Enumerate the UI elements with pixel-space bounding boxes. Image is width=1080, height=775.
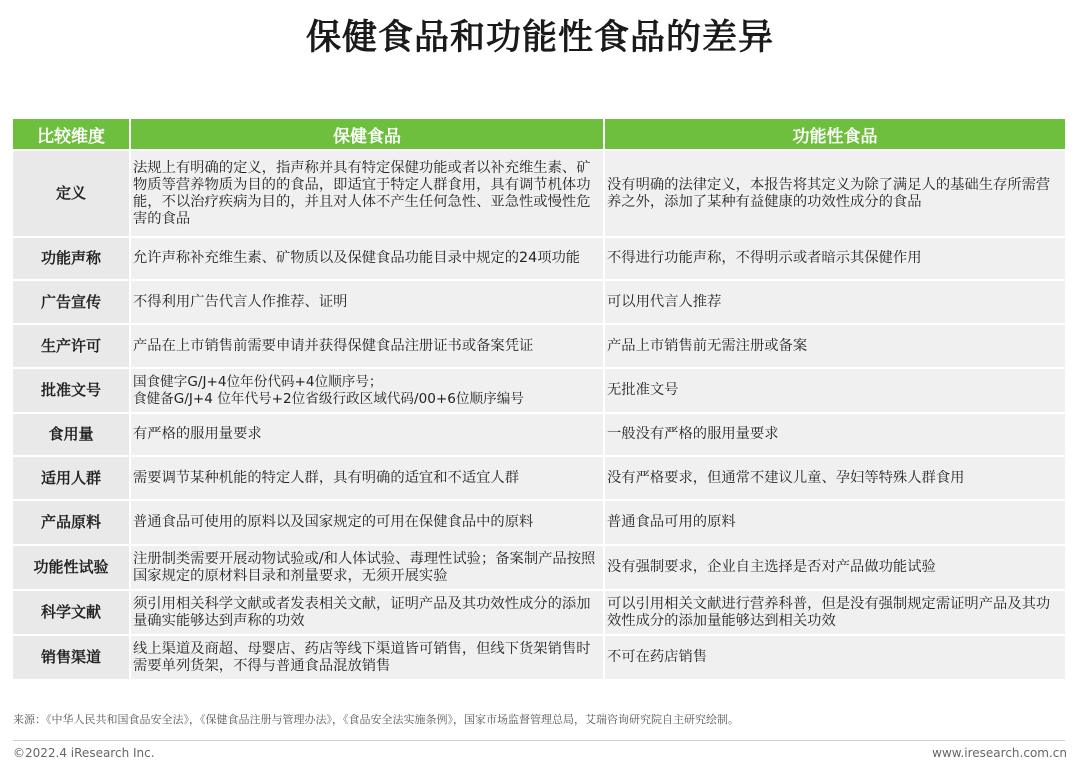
copyright: ©2022.4 iResearch Inc. [13, 746, 155, 760]
header-functional-food: 功能性食品 [605, 119, 1065, 149]
table-header-row [13, 119, 1065, 149]
health-food-cell: 需要调节某种机能的特定人群，具有明确的适宜和不适宜人群 [131, 457, 605, 499]
functional-food-cell: 没有强制要求，企业自主选择是否对产品做功能试验 [605, 546, 1065, 589]
health-food-cell: 须引用相关科学文献或者发表相关文献，证明产品及其功效性成分的添加量确实能够达到声称的功效 [131, 591, 605, 634]
health-food-cell: 产品在上市销售前需要申请并获得保健食品注册证书或备案凭证 [131, 325, 605, 367]
table-row [13, 457, 1065, 499]
functional-food-cell: 普通食品可用的原料 [605, 501, 1065, 544]
health-food-cell: 国食健字G/J+4位年份代码+4位顺序号； 食健备G/J+4 位年代号+2位省级行政区域代码/00+6位顺序编号 [131, 369, 605, 412]
table-row [13, 238, 1065, 279]
functional-food-cell: 没有严格要求，但通常不建议儿童、孕妇等特殊人群食用 [605, 457, 1065, 499]
website-link[interactable]: www.iresearch.com.cn [932, 746, 1067, 760]
row-dimension: 批准文号 [13, 369, 131, 412]
health-food-cell: 线上渠道及商超、母婴店、药店等线下渠道皆可销售，但线下货架销售时需要单列货架，不得与普通食品混放销售 [131, 636, 605, 679]
row-dimension: 生产许可 [13, 325, 131, 367]
health-food-cell: 注册制类需要开展动物试验或/和人体试验、毒理性试验；备案制产品按照国家规定的原材料目录和剂量要求，无须开展实验 [131, 546, 605, 589]
functional-food-cell: 无批准文号 [605, 369, 1065, 412]
page-title: 保健食品和功能性食品的差异 [305, 18, 774, 58]
source-note: 来源：《中华人民共和国食品安全法》，《保健食品注册与管理办法》，《食品安全法实施条例》，国家市场监督管理总局，艾瑞咨询研究院自主研究绘制。 [13, 713, 739, 726]
table-row [13, 501, 1065, 544]
row-dimension: 功能性试验 [13, 546, 131, 589]
health-food-cell: 有严格的服用量要求 [131, 414, 605, 455]
header-dimension: 比较维度 [13, 119, 131, 149]
comparison-table [13, 117, 1065, 681]
table-row [13, 369, 1065, 412]
functional-food-cell: 一般没有严格的服用量要求 [605, 414, 1065, 455]
table-row [13, 414, 1065, 455]
functional-food-cell: 可以用代言人推荐 [605, 281, 1065, 323]
row-dimension: 广告宣传 [13, 281, 131, 323]
table-row [13, 325, 1065, 367]
functional-food-cell: 产品上市销售前无需注册或备案 [605, 325, 1065, 367]
row-dimension: 定义 [13, 151, 131, 236]
table-row [13, 546, 1065, 589]
health-food-cell: 允许声称补充维生素、矿物质以及保健食品功能目录中规定的24项功能 [131, 238, 605, 279]
functional-food-cell: 不可在药店销售 [605, 636, 1065, 679]
row-dimension: 产品原料 [13, 501, 131, 544]
table-row [13, 151, 1065, 236]
functional-food-cell: 没有明确的法律定义，本报告将其定义为除了满足人的基础生存所需营养之外，添加了某种有益健康的功效性成分的食品 [605, 151, 1065, 236]
footer-divider [13, 740, 1065, 741]
row-dimension: 适用人群 [13, 457, 131, 499]
row-dimension: 食用量 [13, 414, 131, 455]
table-row [13, 636, 1065, 679]
health-food-cell: 不得利用广告代言人作推荐、证明 [131, 281, 605, 323]
health-food-cell: 普通食品可使用的原料以及国家规定的可用在保健食品中的原料 [131, 501, 605, 544]
row-dimension: 功能声称 [13, 238, 131, 279]
row-dimension: 科学文献 [13, 591, 131, 634]
row-dimension: 销售渠道 [13, 636, 131, 679]
table-row [13, 281, 1065, 323]
header-health-food: 保健食品 [131, 119, 605, 149]
functional-food-cell: 可以引用相关文献进行营养科普，但是没有强制规定需证明产品及其功效性成分的添加量能够达到相关功效 [605, 591, 1065, 634]
health-food-cell: 法规上有明确的定义，指声称并具有特定保健功能或者以补充维生素、矿物质等营养物质为目的的食品，即适宜于特定人群食用，具有调节机体功能，不以治疗疾病为目的，并且对人体不产生任何急性、亚急性或慢性危害的食品 [131, 151, 605, 236]
table-row [13, 591, 1065, 634]
functional-food-cell: 不得进行功能声称，不得明示或者暗示其保健作用 [605, 238, 1065, 279]
